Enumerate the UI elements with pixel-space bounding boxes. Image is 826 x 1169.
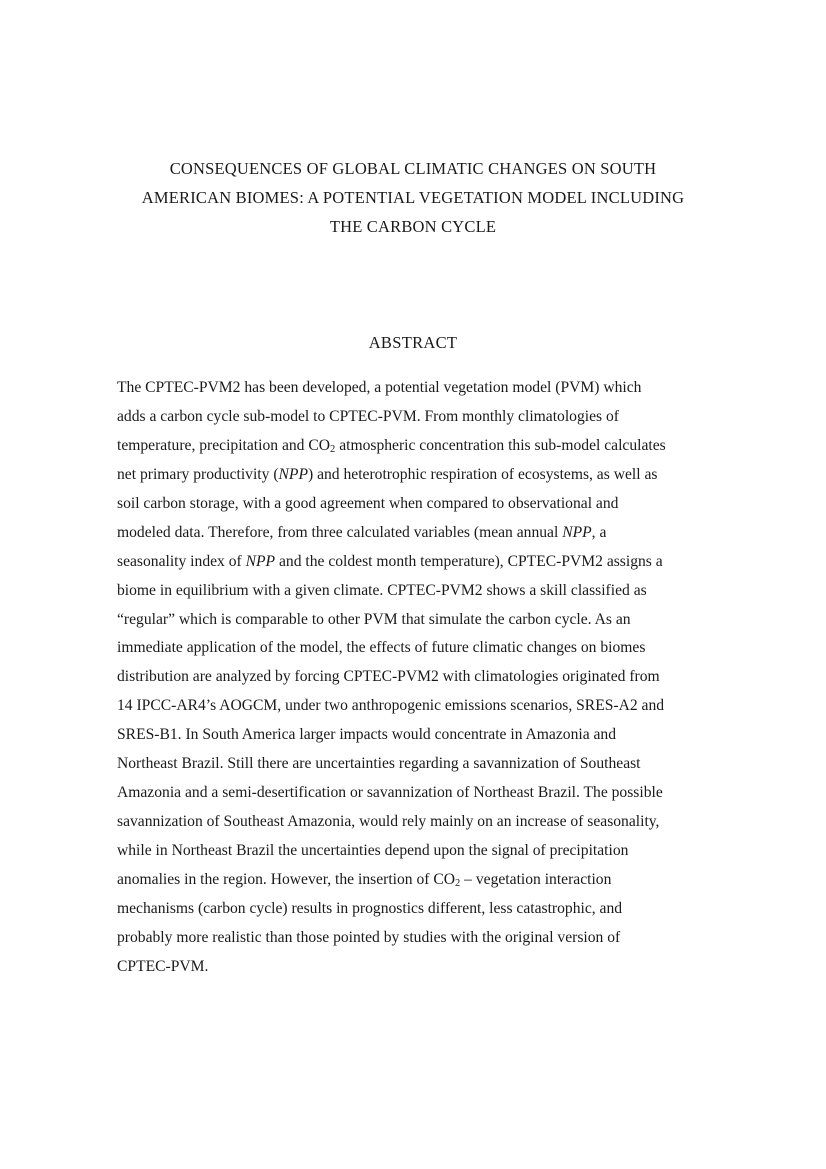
text-run: atmospheric concentration this sub-model calculates (335, 436, 666, 454)
text-run: Northeast Brazil. Still there are uncertainties regarding a savannization of Southeast (117, 755, 641, 773)
abstract-heading: ABSTRACT (368, 333, 458, 352)
text-run: soil carbon storage, with a good agreement when compared to observational and (117, 494, 619, 512)
abstract-line (117, 606, 710, 635)
title-line: CONSEQUENCES OF GLOBAL CLIMATIC CHANGES ON SOUTH (169, 159, 657, 178)
subscript: 2 (330, 443, 336, 455)
abstract-line (117, 461, 710, 490)
text-run: adds a carbon cycle sub-model to CPTEC-PVM. From monthly climatologies of (117, 407, 619, 425)
abstract-line (117, 519, 710, 548)
text-run: – vegetation interaction (460, 870, 612, 888)
abstract-line (117, 403, 710, 432)
title-line: AMERICAN BIOMES: A POTENTIAL VEGETATION MODEL INCLUDING (141, 188, 685, 207)
abstract-line (117, 808, 710, 837)
text-run: anomalies in the region. However, the insertion of CO (117, 870, 456, 888)
text-run: seasonality index of (117, 552, 246, 570)
abstract-line (117, 866, 710, 895)
abstract-line (117, 577, 710, 606)
text-run: SRES-B1. In South America larger impacts would concentrate in Amazonia and (117, 726, 617, 744)
abstract-line (117, 374, 710, 403)
text-run: net primary productivity ( (117, 465, 279, 483)
abstract-line (117, 432, 710, 461)
abstract-line (117, 750, 710, 779)
abstract-line (117, 634, 710, 663)
abstract-line (117, 721, 710, 750)
text-run: temperature, precipitation and CO (117, 436, 331, 454)
text-run: while in Northeast Brazil the uncertainties depend upon the signal of precipitation (117, 842, 629, 859)
abstract-line (117, 837, 710, 866)
text-run: Amazonia and a semi-desertification or savannization of Northeast Brazil. The possible (117, 784, 663, 802)
text-run: immediate application of the model, the effects of future climatic changes on biomes (117, 639, 646, 657)
text-run: biome in equilibrium with a given climate. CPTEC-PVM2 shows a skill classified as (117, 581, 647, 599)
abstract-line (117, 924, 710, 953)
text-run: savannization of Southeast Amazonia, would rely mainly on an increase of seasonality, (117, 813, 660, 831)
text-run: CPTEC-PVM. (117, 957, 209, 975)
abstract-body (117, 374, 710, 982)
text-run: distribution are analyzed by forcing CPTEC-PVM2 with climatologies originated from (117, 668, 660, 686)
text-run: “regular” which is comparable to other PVM that simulate the carbon cycle. As an (117, 610, 631, 628)
text-run: and the coldest month temperature), CPTEC-PVM2 assigns a (275, 552, 663, 570)
text-run: probably more realistic than those pointed by studies with the original version of (117, 928, 621, 946)
abstract-line (117, 663, 710, 692)
abstract-line (117, 779, 710, 808)
text-run: , a (591, 523, 607, 541)
italic-term: NPP (245, 552, 276, 570)
text-run: 14 IPCC-AR4’s AOGCM, under two anthropogenic emissions scenarios, SRES-A2 and (117, 697, 665, 715)
text-run: ) and heterotrophic respiration of ecosystems, as well as (307, 465, 658, 483)
text-run: modeled data. Therefore, from three calculated variables (mean annual (117, 523, 563, 541)
title-line: THE CARBON CYCLE (329, 217, 497, 236)
subscript: 2 (455, 877, 461, 889)
paper-title (100, 154, 726, 241)
italic-term: NPP (278, 465, 308, 483)
text-run: mechanisms (carbon cycle) results in prognostics different, less catastrophic, and (117, 899, 623, 917)
text-run: The CPTEC-PVM2 has been developed, a potential vegetation model (PVM) which (117, 379, 642, 396)
abstract-line (117, 953, 710, 982)
italic-term: NPP (562, 523, 592, 541)
abstract-line (117, 490, 710, 519)
abstract-line (117, 548, 710, 577)
abstract-line (117, 692, 710, 721)
abstract-line (117, 895, 710, 924)
